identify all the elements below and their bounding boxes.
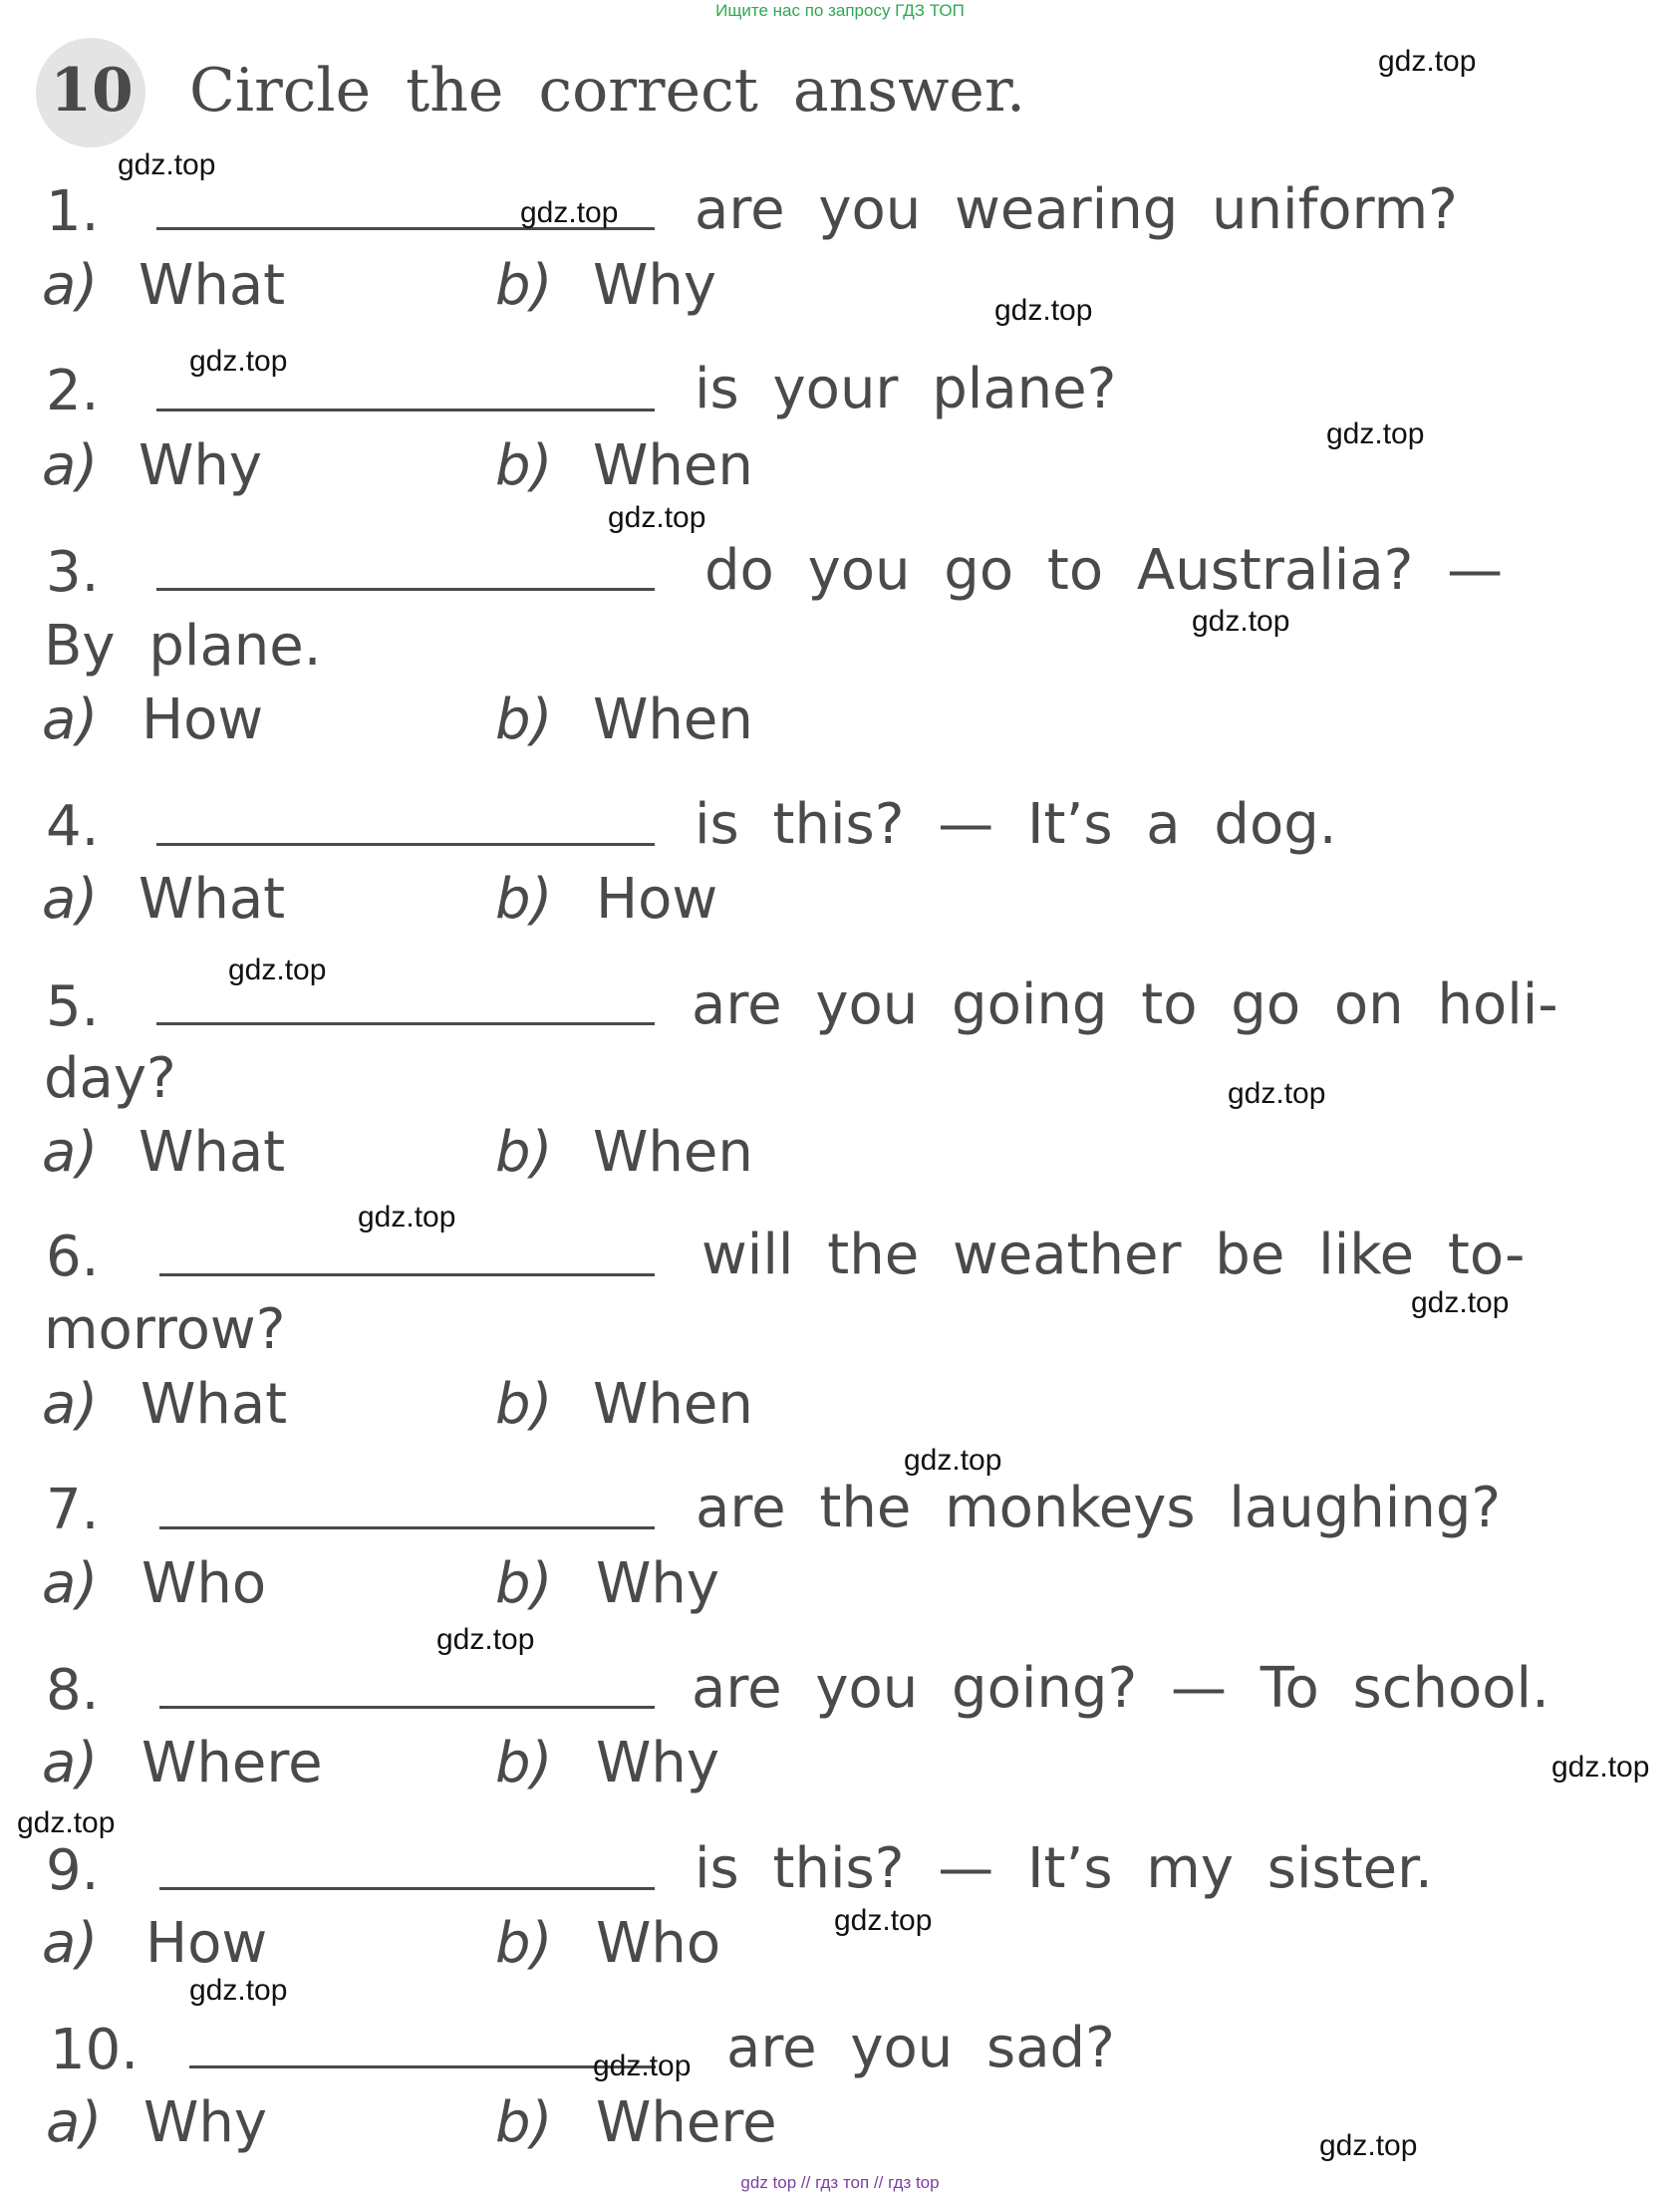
option-b-label: b) (495, 1731, 553, 1795)
question-number: 9. (46, 1838, 100, 1903)
watermark: gdz.top (520, 196, 619, 229)
option-a[interactable]: Who (141, 1551, 267, 1616)
top-banner: Ищите нас по запросу ГДЗ ТОП (715, 1, 965, 20)
question-text-continued: day? (44, 1046, 176, 1111)
watermark: gdz.top (1411, 1286, 1510, 1319)
option-b[interactable]: When (593, 433, 753, 498)
answer-blank[interactable] (159, 1526, 655, 1529)
option-b[interactable]: How (596, 867, 718, 932)
option-a-label: a) (42, 1911, 99, 1976)
option-a-label: a) (42, 1731, 99, 1795)
question-text: are you wearing uniform? (695, 177, 1458, 242)
watermark: gdz.top (608, 501, 706, 534)
question-number: 6. (46, 1225, 100, 1289)
answer-blank[interactable] (156, 1022, 655, 1025)
option-b[interactable]: Why (593, 253, 717, 318)
question-text-continued: morrow? (44, 1297, 286, 1362)
question-number: 8. (46, 1658, 100, 1723)
option-b[interactable]: When (593, 1372, 753, 1437)
watermark: gdz.top (1319, 2129, 1418, 2162)
watermark: gdz.top (189, 345, 288, 378)
question-text: are the monkeys laughing? (696, 1476, 1502, 1540)
option-b[interactable]: Who (596, 1911, 721, 1976)
option-b-label: b) (495, 687, 553, 752)
option-b-label: b) (495, 1911, 553, 1976)
exercise-number: 10 (50, 56, 134, 126)
option-a-label: a) (42, 867, 99, 932)
answer-blank[interactable] (159, 1273, 655, 1276)
exercise-title: Circle the correct answer. (189, 56, 1026, 126)
watermark: gdz.top (1551, 1751, 1650, 1784)
watermark: gdz.top (1192, 605, 1290, 638)
question-number: 10. (50, 2018, 140, 2082)
option-b-label: b) (495, 1120, 553, 1185)
option-b[interactable]: Why (596, 1731, 720, 1795)
option-a-label: a) (42, 1120, 99, 1185)
option-b-label: b) (495, 2090, 553, 2155)
option-a[interactable]: What (139, 1120, 286, 1185)
answer-blank[interactable] (156, 843, 655, 846)
option-a[interactable]: What (139, 867, 286, 932)
option-a[interactable]: How (141, 687, 264, 752)
question-number: 7. (46, 1478, 100, 1542)
option-a[interactable]: What (140, 1372, 288, 1437)
option-a-label: a) (42, 253, 99, 318)
question-text: will the weather be like to- (701, 1223, 1526, 1287)
option-b-label: b) (495, 433, 553, 498)
watermark: gdz.top (358, 1201, 456, 1234)
watermark: gdz.top (1228, 1077, 1326, 1110)
option-b[interactable]: Why (596, 1551, 720, 1616)
answer-blank[interactable] (159, 1706, 655, 1709)
answer-blank[interactable] (159, 1887, 655, 1890)
option-a[interactable]: What (139, 253, 286, 318)
option-a-label: a) (42, 433, 99, 498)
question-text: are you going to go on holi- (692, 972, 1558, 1037)
question-text: are you going? — To school. (692, 1656, 1549, 1721)
option-b-label: b) (495, 1372, 553, 1437)
option-b[interactable]: When (593, 1120, 753, 1185)
option-a-label: a) (46, 2090, 103, 2155)
question-text: is this? — It’s my sister. (695, 1836, 1433, 1901)
question-number: 1. (46, 179, 100, 244)
watermark: gdz.top (1378, 45, 1477, 78)
option-a-label: a) (42, 1551, 99, 1616)
watermark: gdz.top (994, 294, 1093, 327)
answer-blank[interactable] (156, 588, 655, 591)
question-text: is your plane? (695, 357, 1117, 421)
question-number: 4. (46, 794, 100, 859)
question-number: 2. (46, 359, 100, 423)
watermark: gdz.top (436, 1623, 535, 1656)
watermark: gdz.top (593, 2050, 692, 2082)
question-text: are you sad? (726, 2016, 1115, 2080)
option-a[interactable]: Why (139, 433, 263, 498)
question-text: is this? — It’s a dog. (695, 792, 1337, 857)
option-a[interactable]: How (145, 1911, 268, 1976)
answer-blank[interactable] (156, 409, 655, 412)
watermark: gdz.top (834, 1904, 933, 1937)
watermark: gdz.top (1326, 417, 1425, 450)
option-a[interactable]: Why (143, 2090, 268, 2155)
question-text: do you go to Australia? — (704, 538, 1504, 603)
question-number: 5. (46, 974, 100, 1039)
option-b[interactable]: Where (596, 2090, 777, 2155)
watermark: gdz.top (118, 148, 216, 181)
option-b-label: b) (495, 1551, 553, 1616)
option-b-label: b) (495, 867, 553, 932)
option-a-label: a) (42, 1372, 99, 1437)
answer-blank[interactable] (189, 2065, 656, 2068)
option-b[interactable]: When (593, 687, 753, 752)
question-number: 3. (46, 540, 100, 605)
question-text-continued: By plane. (44, 614, 322, 679)
bottom-banner: gdz top // гдз топ // гдз top (740, 2173, 940, 2192)
option-a-label: a) (42, 687, 99, 752)
watermark: gdz.top (189, 1974, 288, 2007)
watermark: gdz.top (17, 1806, 116, 1839)
option-a[interactable]: Where (141, 1731, 323, 1795)
watermark: gdz.top (904, 1444, 1002, 1477)
option-b-label: b) (495, 253, 553, 318)
watermark: gdz.top (228, 954, 327, 986)
